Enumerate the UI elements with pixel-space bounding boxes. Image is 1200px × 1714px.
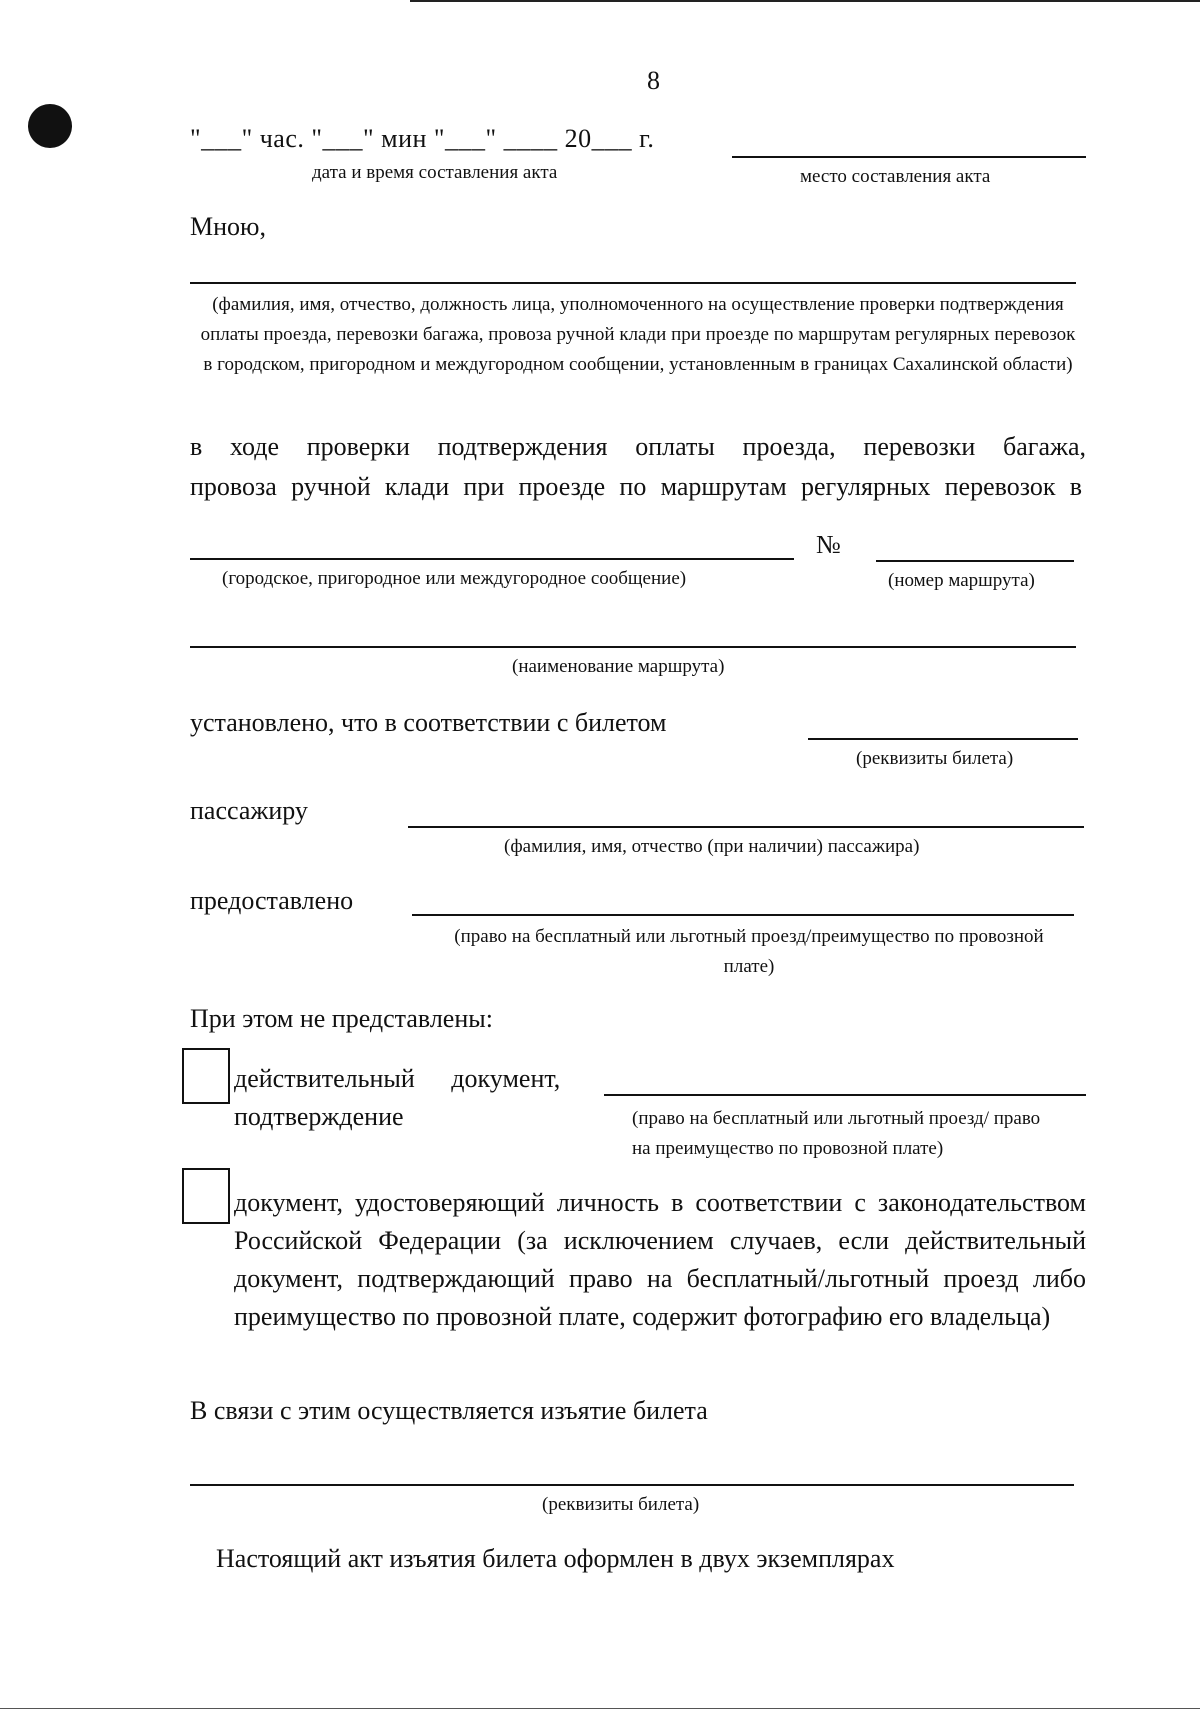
inspector-caption: (фамилия, имя, отчество, должность лица, уполномоченного на осуществление проверки подтверждения оплаты проезда, перевозки багажа, провоза ручной клади при проезде по маршрутам регулярных перевозок в городском, пригородном и междугородном сообщении, установленным в границах Сахалинской области) (200, 294, 1076, 375)
scan-bottom-edge (0, 1708, 1200, 1709)
datetime-caption: дата и время составления акта (312, 162, 558, 183)
item1-document-line[interactable] (604, 1094, 1086, 1096)
item1-text-line1: действительный документ, (234, 1064, 561, 1093)
route-number-line[interactable] (876, 560, 1074, 562)
route-number-caption: (номер маршрута) (888, 570, 1035, 591)
item1-text-line2: подтверждение (234, 1102, 404, 1131)
ticket-details-line[interactable] (808, 738, 1078, 740)
route-name-line[interactable] (190, 646, 1076, 648)
check-text-line2: провоза ручной клади при проезде по маршрутам регулярных перевозок в (190, 472, 1082, 501)
item2-text: документ, удостоверяющий личность в соответствии с законодательством Российской Федерации (за исключением случаев, если действительный документ, подтверждающий право на бесплатный/льготный проезд либо преимущество по провозной плате, содержит фотографию его владельца) (234, 1188, 1086, 1331)
page-number: 8 (647, 66, 660, 95)
number-sign: № (816, 530, 841, 559)
granted-caption: (право на бесплатный или льготный проезд/преимущество по провозной плате) (454, 926, 1044, 977)
missing-heading: При этом не представлены: (190, 1004, 493, 1033)
final-statement: Настоящий акт изъятия билета оформлен в двух экземплярах (216, 1544, 895, 1573)
withdrawal-caption: (реквизиты билета) (542, 1494, 700, 1515)
passenger-name-line[interactable] (408, 826, 1084, 828)
ticket-details-caption: (реквизиты билета) (856, 748, 1014, 769)
check-text-line1: в ходе проверки подтверждения оплаты проезда, перевозки багажа, (190, 432, 1086, 461)
place-line[interactable] (732, 156, 1086, 158)
datetime-line: "___" час. "___" мин "___" ____ 20___ г. (190, 124, 655, 153)
granted-right-line[interactable] (412, 914, 1074, 916)
granted-label: предоставлено (190, 886, 354, 915)
route-name-caption: (наименование маршрута) (512, 656, 725, 677)
service-type-line[interactable] (190, 558, 794, 560)
service-type-caption: (городское, пригородное или междугородное сообщение) (222, 568, 687, 589)
item1-caption: (право на бесплатный или льготный проезд/ право на преимущество по провозной плате) (632, 1108, 1041, 1159)
passenger-caption: (фамилия, имя, отчество (при наличии) пассажира) (504, 836, 920, 857)
punch-hole-mark (28, 104, 72, 148)
inspector-line[interactable] (190, 282, 1076, 284)
place-caption: место составления акта (800, 166, 991, 187)
withdrawal-ticket-line[interactable] (190, 1484, 1074, 1486)
by-me-label: Мною, (190, 212, 266, 241)
scan-top-edge (410, 0, 1200, 2)
passenger-label: пассажиру (190, 796, 308, 825)
checkbox-valid-document[interactable] (182, 1048, 230, 1104)
established-text: установлено, что в соответствии с билетом (190, 708, 667, 737)
withdrawal-text: В связи с этим осуществляется изъятие билета (190, 1396, 708, 1425)
checkbox-identity-document[interactable] (182, 1168, 230, 1224)
